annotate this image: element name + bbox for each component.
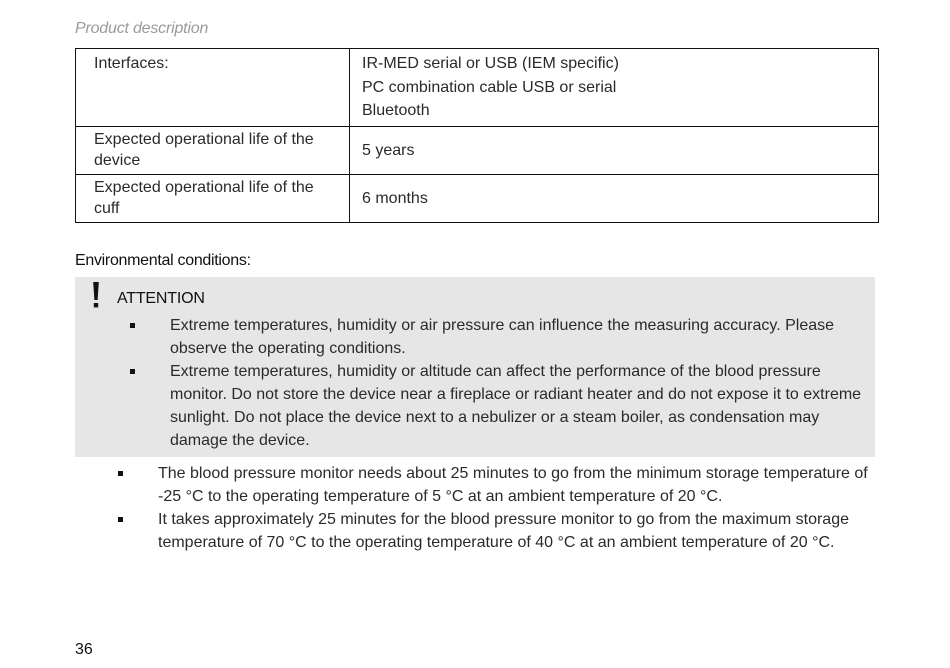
environmental-heading: Environmental conditions: bbox=[75, 252, 251, 269]
spec-value-line: Bluetooth bbox=[362, 102, 430, 119]
bullet-square-icon bbox=[118, 471, 123, 476]
exclamation-icon bbox=[91, 281, 101, 309]
list-item bbox=[158, 462, 868, 508]
bullet-square-icon bbox=[130, 369, 135, 374]
spec-label: Expected operational life of the cuff bbox=[76, 174, 350, 222]
attention-list bbox=[170, 314, 870, 452]
spec-label: Expected operational life of the device bbox=[76, 126, 350, 174]
page-number: 36 bbox=[75, 641, 93, 658]
list-item bbox=[158, 508, 868, 554]
section-header: Product description bbox=[75, 20, 209, 37]
environmental-item-text: It takes approximately 25 minutes for the blood pressure monitor to go from the maximum storage temperature of 70 °C to the operating temperature of 40 °C at an ambient temperature of 20 °C. bbox=[158, 511, 849, 551]
table-row bbox=[76, 174, 879, 222]
attention-item-text: Extreme temperatures, humidity or altitude can affect the performance of the blood pressure monitor. Do not store the device near a fireplace or radiant heater and do not expose it to extreme sunlight. Do not place the device next to a nebulizer or a steam boiler, as condensation may damage the device. bbox=[170, 363, 862, 449]
spec-value-line: IR-MED serial or USB (IEM specific) bbox=[362, 55, 619, 72]
table-row bbox=[76, 49, 879, 127]
table-row bbox=[76, 126, 879, 174]
spec-value: 5 years bbox=[350, 126, 879, 174]
bullet-square-icon bbox=[130, 323, 135, 328]
spec-value: 6 months bbox=[350, 174, 879, 222]
spec-value bbox=[350, 49, 879, 127]
attention-box bbox=[75, 277, 875, 457]
environmental-item-text: The blood pressure monitor needs about 25 minutes to go from the minimum storage temperature of -25 °C to the operating temperature of 5 °C at an ambient temperature of 20 °C. bbox=[158, 465, 868, 505]
list-item bbox=[170, 360, 870, 452]
list-item bbox=[170, 314, 870, 360]
spec-value-line: PC combination cable USB or serial bbox=[362, 78, 617, 96]
attention-title: ATTENTION bbox=[117, 290, 205, 307]
attention-item-text: Extreme temperatures, humidity or air pressure can influence the measuring accuracy. Please observe the operating conditions. bbox=[170, 317, 835, 357]
bullet-square-icon bbox=[118, 517, 123, 522]
environmental-list bbox=[158, 462, 868, 554]
spec-label: Interfaces: bbox=[76, 49, 350, 127]
specs-table bbox=[75, 48, 879, 223]
